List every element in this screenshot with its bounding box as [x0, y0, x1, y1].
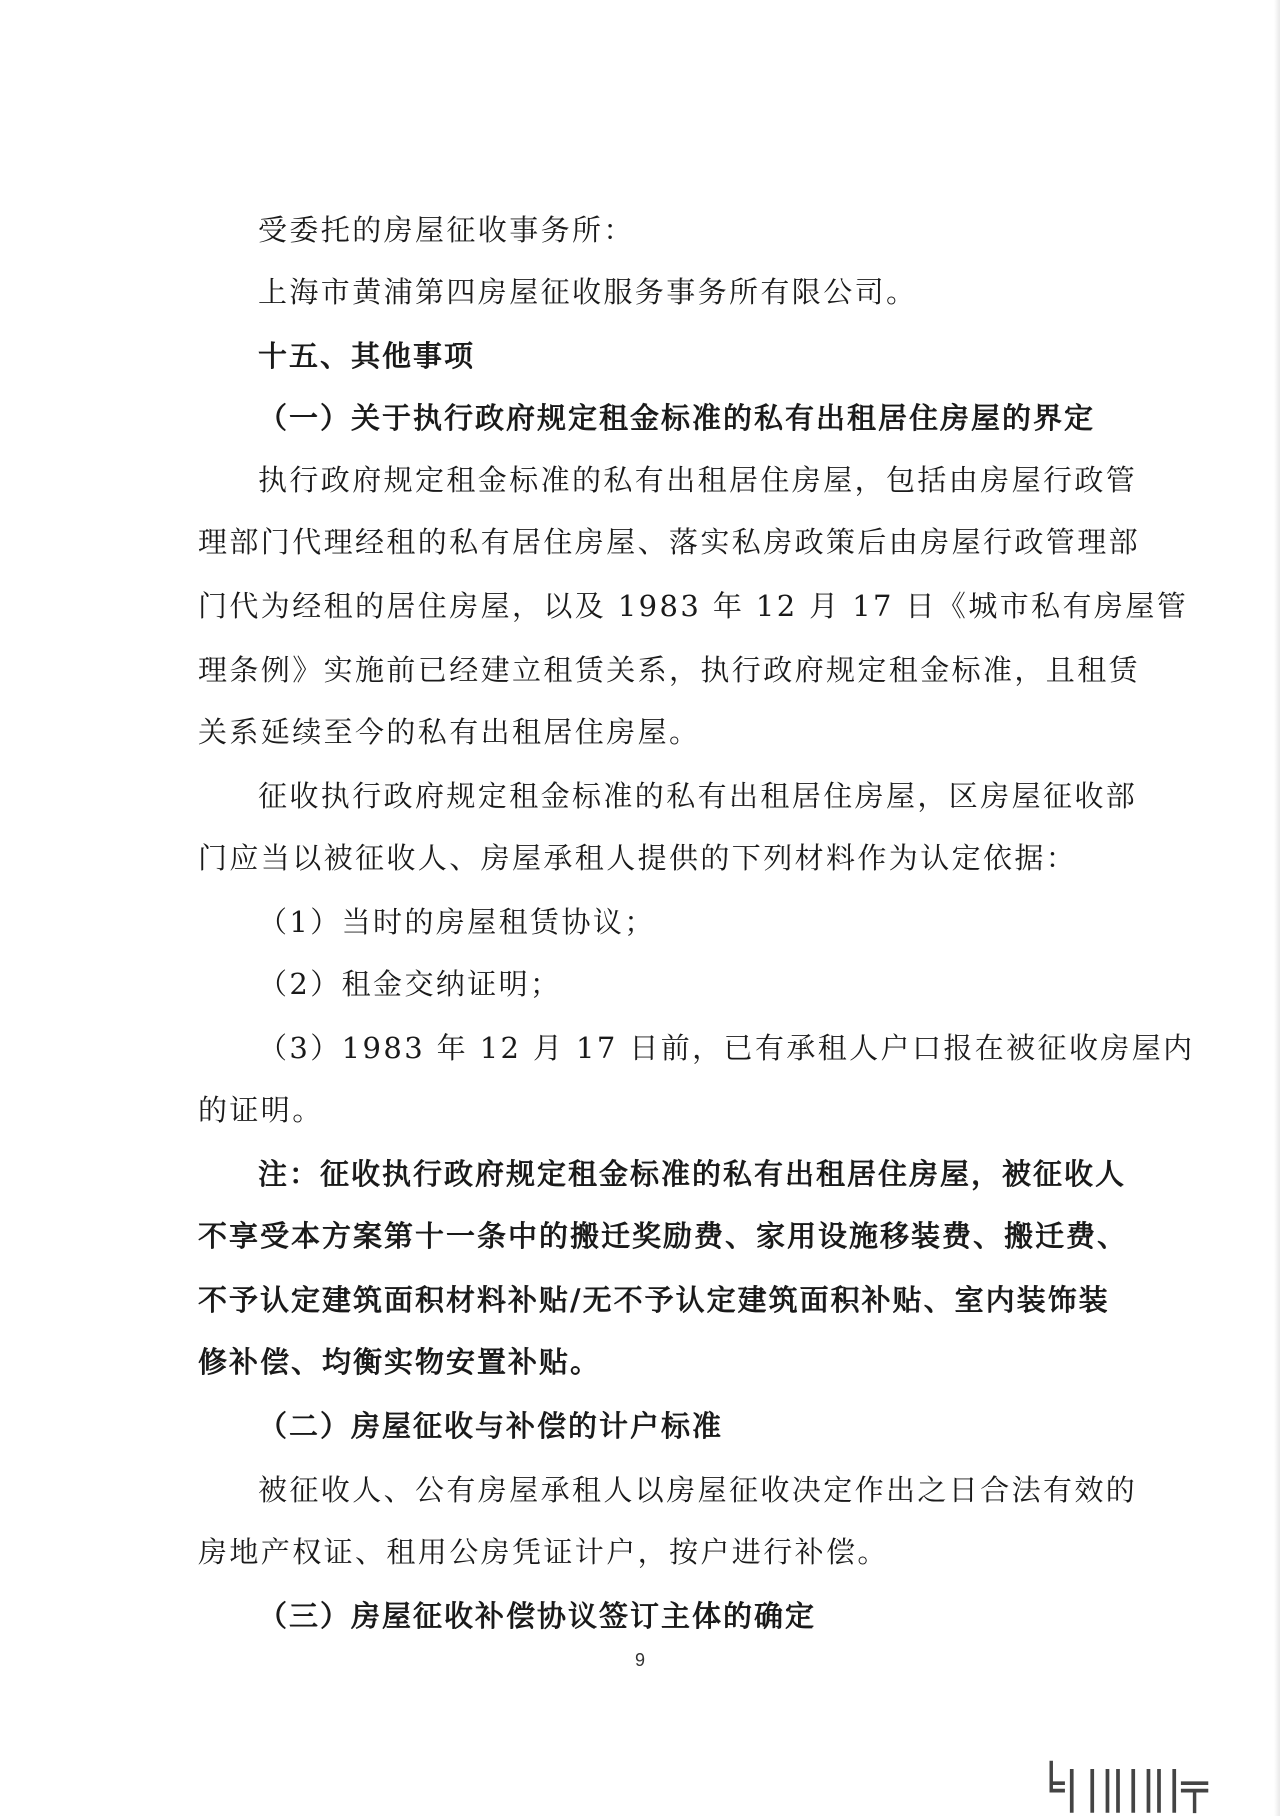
text-line: 关系延续至今的私有出租居住房屋。 — [198, 715, 701, 749]
text-line: （3）1983 年 12 月 17 日前，已有承租人户口报在被征收房屋内 — [258, 1031, 1195, 1065]
text-line: 受委托的房屋征收事务所： — [258, 213, 635, 247]
text-line: 上海市黄浦第四房屋征收服务事务所有限公司。 — [258, 275, 918, 309]
text-line: 征收执行政府规定租金标准的私有出租居住房屋，区房屋征收部 — [258, 779, 1138, 813]
text-line: 的证明。 — [198, 1093, 324, 1127]
heading-line: 十五、其他事项 — [258, 339, 476, 373]
text-line: 被征收人、公有房屋承租人以房屋征收决定作出之日合法有效的 — [258, 1473, 1138, 1507]
text-line: 门代为经租的居住房屋，以及 1983 年 12 月 17 日《城市私有房屋管 — [198, 589, 1189, 623]
page-number: 9 — [634, 1650, 645, 1670]
text-line: 房地产权证、租用公房凭证计户，按户进行补偿。 — [198, 1535, 889, 1569]
scan-edge-marks: ╘||‖|‖|╤ — [1038, 1762, 1202, 1813]
text-line: （2）租金交纳证明； — [258, 967, 562, 1001]
heading-line: （二）房屋征收与补偿的计户标准 — [258, 1409, 724, 1443]
text-line: （1）当时的房屋租赁协议； — [258, 905, 656, 939]
heading-line: （一）关于执行政府规定租金标准的私有出租居住房屋的界定 — [258, 401, 1096, 435]
heading-line: 修补偿、均衡实物安置补贴。 — [198, 1345, 602, 1379]
text-line: 门应当以被征收人、房屋承租人提供的下列材料作为认定依据： — [198, 841, 1078, 875]
scan-right-edge — [1274, 0, 1280, 1816]
text-line: 理条例》实施前已经建立租赁关系，执行政府规定租金标准，且租赁 — [198, 653, 1141, 687]
heading-line: 注：征收执行政府规定租金标准的私有出租居住房屋，被征收人 — [258, 1157, 1127, 1191]
heading-line: 不享受本方案第十一条中的搬迁奖励费、家用设施移装费、搬迁费、 — [198, 1219, 1129, 1253]
heading-line: 不予认定建筑面积材料补贴/无不予认定建筑面积补贴、室内装饰装 — [198, 1283, 1110, 1317]
text-line: 执行政府规定租金标准的私有出租居住房屋，包括由房屋行政管 — [258, 463, 1138, 497]
heading-line: （三）房屋征收补偿协议签订主体的确定 — [258, 1599, 817, 1633]
text-line: 理部门代理经租的私有居住房屋、落实私房政策后由房屋行政管理部 — [198, 525, 1141, 559]
